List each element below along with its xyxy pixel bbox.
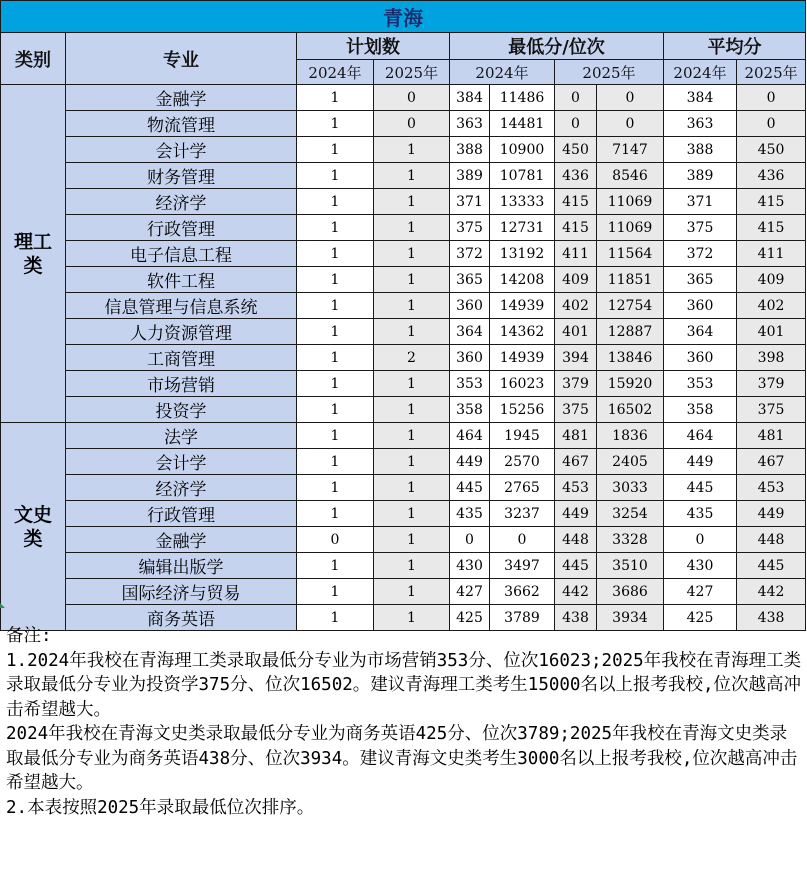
min-score-2025-cell: 409 <box>555 267 597 293</box>
min-score-2025-cell: 449 <box>555 501 597 527</box>
min-score-2025-cell: 0 <box>555 85 597 111</box>
major-cell: 商务英语 <box>66 605 297 631</box>
major-cell: 经济学 <box>66 189 297 215</box>
rank-2024-cell: 14939 <box>490 345 555 371</box>
plan-2025-cell: 1 <box>374 319 450 345</box>
avg-2024-cell: 430 <box>664 553 737 579</box>
min-score-2024-cell: 389 <box>450 163 490 189</box>
avg-2025-cell: 415 <box>737 189 806 215</box>
avg-2025-cell: 467 <box>737 449 806 475</box>
min-score-2025-cell: 442 <box>555 579 597 605</box>
table-row <box>1 137 806 163</box>
plan-2024-cell: 1 <box>297 163 374 189</box>
min-score-2025-cell: 415 <box>555 189 597 215</box>
major-cell: 金融学 <box>66 527 297 553</box>
min-score-2024-cell: 364 <box>450 319 490 345</box>
avg-2025-cell: 450 <box>737 137 806 163</box>
min-score-2024-cell: 435 <box>450 501 490 527</box>
avg-2025-cell: 445 <box>737 553 806 579</box>
min-score-2025-cell: 450 <box>555 137 597 163</box>
rank-2025-cell: 0 <box>597 85 664 111</box>
rank-2025-cell: 13846 <box>597 345 664 371</box>
avg-2024-cell: 0 <box>664 527 737 553</box>
rank-2024-cell: 13333 <box>490 189 555 215</box>
min-score-2025-cell: 402 <box>555 293 597 319</box>
plan-2024-cell: 1 <box>297 423 374 449</box>
plan-2024-cell: 1 <box>297 605 374 631</box>
note-2: 2024年我校在青海文史类录取最低分专业为商务英语425分、位次3789;2025年我校在青海文史类录取最低分专业为商务英语438分、位次3934。建议青海文史类考生3000名以上报考我校,位次越高冲击希望越大。 <box>6 724 798 793</box>
min-score-2025-cell: 394 <box>555 345 597 371</box>
min-score-2024-cell: 425 <box>450 605 490 631</box>
avg-2024-cell: 464 <box>664 423 737 449</box>
rank-2025-cell: 3934 <box>597 605 664 631</box>
plan-2025-cell: 1 <box>374 371 450 397</box>
table-row <box>1 475 806 501</box>
header-major: 专业 <box>66 33 297 85</box>
table-title: 青海 <box>1 1 806 33</box>
plan-2024-cell: 1 <box>297 345 374 371</box>
plan-2025-cell: 1 <box>374 189 450 215</box>
plan-2025-cell: 0 <box>374 85 450 111</box>
plan-2025-cell: 1 <box>374 267 450 293</box>
avg-2025-cell: 449 <box>737 501 806 527</box>
rank-2024-cell: 3662 <box>490 579 555 605</box>
min-score-2024-cell: 372 <box>450 241 490 267</box>
rank-2024-cell: 12731 <box>490 215 555 241</box>
rank-2025-cell: 11851 <box>597 267 664 293</box>
avg-2024-cell: 384 <box>664 85 737 111</box>
major-cell: 信息管理与信息系统 <box>66 293 297 319</box>
avg-2024-cell: 365 <box>664 267 737 293</box>
table-row <box>1 423 806 449</box>
rank-2025-cell: 3254 <box>597 501 664 527</box>
rank-2024-cell: 11486 <box>490 85 555 111</box>
min-score-2024-cell: 384 <box>450 85 490 111</box>
plan-2025-cell: 1 <box>374 215 450 241</box>
major-cell: 法学 <box>66 423 297 449</box>
avg-2024-cell: 358 <box>664 397 737 423</box>
major-cell: 软件工程 <box>66 267 297 293</box>
min-score-2024-cell: 375 <box>450 215 490 241</box>
avg-2024-cell: 364 <box>664 319 737 345</box>
major-cell: 会计学 <box>66 137 297 163</box>
major-cell: 经济学 <box>66 475 297 501</box>
min-score-2024-cell: 0 <box>450 527 490 553</box>
plan-2025-cell: 2 <box>374 345 450 371</box>
avg-2025-cell: 0 <box>737 85 806 111</box>
plan-2025-cell: 1 <box>374 501 450 527</box>
rank-2024-cell: 0 <box>490 527 555 553</box>
rank-2025-cell: 1836 <box>597 423 664 449</box>
table-row <box>1 371 806 397</box>
table-row <box>1 345 806 371</box>
avg-2025-cell: 453 <box>737 475 806 501</box>
header-plan-2024: 2024年 <box>297 60 374 85</box>
min-score-2025-cell: 0 <box>555 111 597 137</box>
avg-2024-cell: 445 <box>664 475 737 501</box>
plan-2025-cell: 1 <box>374 423 450 449</box>
min-score-2024-cell: 371 <box>450 189 490 215</box>
rank-2025-cell: 16502 <box>597 397 664 423</box>
table-body <box>1 85 806 631</box>
rank-2024-cell: 14939 <box>490 293 555 319</box>
rank-2025-cell: 8546 <box>597 163 664 189</box>
min-score-2024-cell: 449 <box>450 449 490 475</box>
plan-2024-cell: 1 <box>297 319 374 345</box>
avg-2025-cell: 402 <box>737 293 806 319</box>
min-score-2025-cell: 375 <box>555 397 597 423</box>
table-row <box>1 397 806 423</box>
plan-2024-cell: 1 <box>297 189 374 215</box>
plan-2024-cell: 1 <box>297 137 374 163</box>
plan-2024-cell: 1 <box>297 371 374 397</box>
header-plan-2025: 2025年 <box>374 60 450 85</box>
plan-2024-cell: 1 <box>297 397 374 423</box>
rank-2024-cell: 3237 <box>490 501 555 527</box>
plan-2025-cell: 1 <box>374 241 450 267</box>
avg-2025-cell: 401 <box>737 319 806 345</box>
min-score-2025-cell: 401 <box>555 319 597 345</box>
header-avg-2025: 2025年 <box>737 60 806 85</box>
rank-2024-cell: 16023 <box>490 371 555 397</box>
notes <box>6 624 804 820</box>
min-score-2024-cell: 360 <box>450 293 490 319</box>
rank-2024-cell: 14208 <box>490 267 555 293</box>
plan-2024-cell: 1 <box>297 267 374 293</box>
table-row <box>1 189 806 215</box>
header-avg-2024: 2024年 <box>664 60 737 85</box>
rank-2025-cell: 7147 <box>597 137 664 163</box>
min-score-2024-cell: 430 <box>450 553 490 579</box>
plan-2025-cell: 1 <box>374 475 450 501</box>
rank-2024-cell: 3497 <box>490 553 555 579</box>
plan-2025-cell: 1 <box>374 449 450 475</box>
rank-2025-cell: 3686 <box>597 579 664 605</box>
avg-2025-cell: 415 <box>737 215 806 241</box>
header-category: 类别 <box>1 33 66 85</box>
avg-2024-cell: 388 <box>664 137 737 163</box>
min-score-2024-cell: 388 <box>450 137 490 163</box>
rank-2024-cell: 1945 <box>490 423 555 449</box>
header-min-score-rank: 最低分/位次 <box>450 33 664 60</box>
rank-2024-cell: 14481 <box>490 111 555 137</box>
plan-2024-cell: 1 <box>297 553 374 579</box>
plan-2025-cell: 1 <box>374 137 450 163</box>
plan-2024-cell: 1 <box>297 501 374 527</box>
plan-2024-cell: 1 <box>297 85 374 111</box>
avg-2025-cell: 411 <box>737 241 806 267</box>
plan-2024-cell: 1 <box>297 475 374 501</box>
major-cell: 市场营销 <box>66 371 297 397</box>
plan-2024-cell: 0 <box>297 527 374 553</box>
rank-2025-cell: 11069 <box>597 215 664 241</box>
table-row <box>1 527 806 553</box>
avg-2024-cell: 363 <box>664 111 737 137</box>
avg-2025-cell: 409 <box>737 267 806 293</box>
avg-2024-cell: 389 <box>664 163 737 189</box>
note-3: 2.本表按照2025年录取最低位次排序。 <box>6 797 315 818</box>
avg-2024-cell: 375 <box>664 215 737 241</box>
avg-2025-cell: 436 <box>737 163 806 189</box>
avg-2025-cell: 481 <box>737 423 806 449</box>
min-score-2025-cell: 448 <box>555 527 597 553</box>
rank-2025-cell: 3033 <box>597 475 664 501</box>
table-row <box>1 163 806 189</box>
avg-2025-cell: 438 <box>737 605 806 631</box>
plan-2024-cell: 1 <box>297 111 374 137</box>
min-score-2024-cell: 360 <box>450 345 490 371</box>
min-score-2025-cell: 436 <box>555 163 597 189</box>
avg-2025-cell: 398 <box>737 345 806 371</box>
category-cell: 文史 类 <box>1 423 66 631</box>
table-row <box>1 579 806 605</box>
avg-2024-cell: 425 <box>664 605 737 631</box>
table-row <box>1 553 806 579</box>
min-score-2025-cell: 438 <box>555 605 597 631</box>
min-score-2024-cell: 427 <box>450 579 490 605</box>
rank-2024-cell: 2765 <box>490 475 555 501</box>
major-cell: 国际经济与贸易 <box>66 579 297 605</box>
table-row <box>1 267 806 293</box>
rank-2024-cell: 14362 <box>490 319 555 345</box>
plan-2025-cell: 1 <box>374 605 450 631</box>
min-score-2024-cell: 363 <box>450 111 490 137</box>
plan-2024-cell: 1 <box>297 215 374 241</box>
avg-2025-cell: 375 <box>737 397 806 423</box>
major-cell: 财务管理 <box>66 163 297 189</box>
min-score-2025-cell: 467 <box>555 449 597 475</box>
plan-2025-cell: 1 <box>374 579 450 605</box>
min-score-2025-cell: 411 <box>555 241 597 267</box>
avg-2025-cell: 442 <box>737 579 806 605</box>
note-1: 1.2024年我校在青海理工类录取最低分专业为市场营销353分、位次16023;2025年我校在青海理工类录取最低分专业为投资学375分、位次16502。建议青海理工类考生15000名以上报考我校,位次越高冲击希望越大。 <box>6 650 802 720</box>
header-plan: 计划数 <box>297 33 450 60</box>
major-cell: 工商管理 <box>66 345 297 371</box>
avg-2024-cell: 449 <box>664 449 737 475</box>
major-cell: 编辑出版学 <box>66 553 297 579</box>
plan-2025-cell: 1 <box>374 293 450 319</box>
min-score-2024-cell: 464 <box>450 423 490 449</box>
table-row <box>1 215 806 241</box>
rank-2025-cell: 11564 <box>597 241 664 267</box>
min-score-2024-cell: 358 <box>450 397 490 423</box>
rank-2024-cell: 3789 <box>490 605 555 631</box>
table-row <box>1 293 806 319</box>
rank-2024-cell: 10781 <box>490 163 555 189</box>
avg-2025-cell: 448 <box>737 527 806 553</box>
avg-2025-cell: 0 <box>737 111 806 137</box>
rank-2024-cell: 13192 <box>490 241 555 267</box>
avg-2025-cell: 379 <box>737 371 806 397</box>
table-row <box>1 111 806 137</box>
header-min-2024: 2024年 <box>450 60 555 85</box>
rank-2025-cell: 11069 <box>597 189 664 215</box>
rank-2024-cell: 10900 <box>490 137 555 163</box>
avg-2024-cell: 360 <box>664 345 737 371</box>
plan-2025-cell: 1 <box>374 163 450 189</box>
notes-heading: 备注: <box>6 626 52 646</box>
min-score-2025-cell: 481 <box>555 423 597 449</box>
avg-2024-cell: 372 <box>664 241 737 267</box>
major-cell: 投资学 <box>66 397 297 423</box>
min-score-2024-cell: 365 <box>450 267 490 293</box>
category-cell: 理工 类 <box>1 85 66 423</box>
rank-2025-cell: 0 <box>597 111 664 137</box>
min-score-2024-cell: 353 <box>450 371 490 397</box>
avg-2024-cell: 360 <box>664 293 737 319</box>
avg-2024-cell: 435 <box>664 501 737 527</box>
rank-2025-cell: 12754 <box>597 293 664 319</box>
avg-2024-cell: 353 <box>664 371 737 397</box>
major-cell: 人力资源管理 <box>66 319 297 345</box>
avg-2024-cell: 427 <box>664 579 737 605</box>
rank-2025-cell: 2405 <box>597 449 664 475</box>
min-score-2025-cell: 379 <box>555 371 597 397</box>
rank-2024-cell: 2570 <box>490 449 555 475</box>
plan-2025-cell: 0 <box>374 111 450 137</box>
table-row <box>1 241 806 267</box>
major-cell: 行政管理 <box>66 215 297 241</box>
rank-2024-cell: 15256 <box>490 397 555 423</box>
plan-2024-cell: 1 <box>297 579 374 605</box>
plan-2025-cell: 1 <box>374 527 450 553</box>
table-row <box>1 319 806 345</box>
header-avg-score: 平均分 <box>664 33 806 60</box>
plan-2024-cell: 1 <box>297 241 374 267</box>
major-cell: 物流管理 <box>66 111 297 137</box>
plan-2025-cell: 1 <box>374 553 450 579</box>
min-score-2025-cell: 453 <box>555 475 597 501</box>
rank-2025-cell: 15920 <box>597 371 664 397</box>
plan-2024-cell: 1 <box>297 449 374 475</box>
table-row <box>1 85 806 111</box>
header-min-2025: 2025年 <box>555 60 664 85</box>
min-score-2025-cell: 415 <box>555 215 597 241</box>
table-row <box>1 501 806 527</box>
rank-2025-cell: 12887 <box>597 319 664 345</box>
rank-2025-cell: 3510 <box>597 553 664 579</box>
min-score-2024-cell: 445 <box>450 475 490 501</box>
plan-2024-cell: 1 <box>297 293 374 319</box>
rank-2025-cell: 3328 <box>597 527 664 553</box>
table-row <box>1 449 806 475</box>
major-cell: 电子信息工程 <box>66 241 297 267</box>
major-cell: 行政管理 <box>66 501 297 527</box>
plan-2025-cell: 1 <box>374 397 450 423</box>
cell-corner-marker <box>0 603 5 608</box>
min-score-2025-cell: 445 <box>555 553 597 579</box>
major-cell: 会计学 <box>66 449 297 475</box>
avg-2024-cell: 371 <box>664 189 737 215</box>
major-cell: 金融学 <box>66 85 297 111</box>
